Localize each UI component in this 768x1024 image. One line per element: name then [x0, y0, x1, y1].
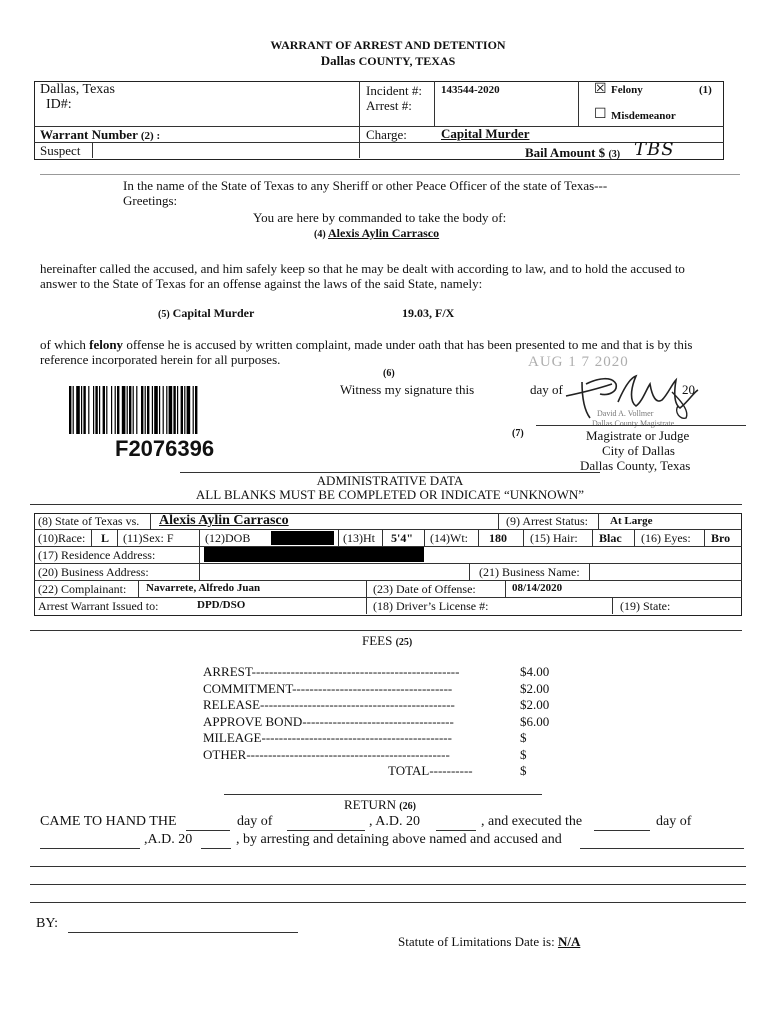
fee-total-label: TOTAL----------: [388, 763, 473, 778]
fee-row-amount: $2.00: [520, 697, 550, 712]
business-name-label: (21) Business Name:: [479, 565, 580, 579]
return-ad-label-1: , A.D. 20: [369, 814, 420, 829]
felony-field-number: (1): [699, 84, 712, 96]
complainant-value: Navarrete, Alfredo Juan: [146, 582, 261, 594]
barcode-bar: [166, 386, 167, 434]
return-day-of-label-1: day of: [237, 814, 273, 829]
fee-row-label: OTHER-----------------------------------------------: [203, 746, 450, 762]
warrant-number-label: [40, 127, 160, 143]
barcode-bar: [76, 386, 80, 434]
barcode-bar: [103, 386, 105, 434]
complainant-label: (22) Complainant:: [38, 582, 127, 596]
issued-to-value: DPD/DSO: [197, 599, 246, 611]
para2-bold: felony: [89, 337, 124, 352]
judge-field-number: (7): [512, 428, 524, 439]
arrest-number-label: Arrest #:: [366, 98, 412, 113]
by-label: BY:: [36, 916, 59, 931]
fee-row-label: MILEAGE--------------------------------------------: [203, 730, 452, 745]
felony-checkbox[interactable]: ☒: [594, 82, 607, 97]
hair-label: (15) Hair:: [530, 531, 578, 545]
barcode-bar: [115, 386, 116, 434]
suspect-label: Suspect: [40, 143, 81, 158]
barcode-bar: [177, 386, 178, 434]
barcode-bar: [111, 386, 112, 434]
greeting-line-2: Greetings:: [123, 193, 178, 208]
offense-heading: [158, 306, 254, 321]
height-value: 5'4": [391, 531, 413, 545]
barcode-bar: [129, 386, 131, 434]
fee-row-amount: $6.00: [520, 713, 550, 729]
barcode-bar: [159, 386, 160, 434]
county-heading: [0, 53, 768, 69]
barcode-number: F2076396: [115, 436, 215, 461]
barcode-bar: [152, 386, 153, 434]
id-label: ID#:: [46, 97, 72, 112]
bail-amount-label: [525, 145, 620, 161]
barcode-bar: [133, 386, 134, 434]
arrest-status-value: At Large: [610, 515, 653, 527]
year-20-label: 20: [682, 382, 695, 397]
document-title: WARRANT OF ARREST AND DETENTION: [270, 38, 506, 52]
judge-city: City of Dallas: [602, 443, 675, 458]
paragraph-2-line-1: [40, 337, 693, 353]
return-ad-label-2: ,A.D. 20: [144, 832, 193, 847]
fees-heading: [362, 633, 412, 649]
barcode-bar: [187, 386, 191, 434]
fees-field-number: (25): [395, 637, 413, 648]
barcode-bar: [106, 386, 107, 434]
barcode-bar: [193, 386, 194, 434]
county-name: Dallas: [320, 53, 356, 68]
paragraph-1-line-2: answer to the State of Texas for an offense against the laws of the said State, namely:: [40, 276, 483, 291]
barcode-bar: [122, 386, 126, 434]
height-label: (13)Ht: [343, 531, 375, 545]
magistrate-stamp-name: David A. Vollmer: [597, 409, 654, 418]
incident-label: Incident #:: [366, 83, 422, 98]
greeting-line-1: In the name of the State of Texas to any Sheriff or other Peace Officer of the state of Texas---: [123, 178, 608, 193]
judge-title: Magistrate or Judge: [586, 428, 690, 443]
paragraph-1-line-1: hereinafter called the accused, and him safely keep so that he may be dealt with according to law, and to hold the accused to: [40, 261, 685, 276]
weight-label: (14)Wt:: [430, 531, 468, 545]
race-label: (10)Race:: [38, 531, 86, 545]
fee-row-amount: $: [520, 730, 527, 745]
warrant-number-field-number: (2) :: [140, 130, 161, 142]
fee-row-amount: $: [520, 746, 527, 762]
residence-address-redaction: [204, 547, 424, 562]
barcode-bar: [173, 386, 175, 434]
state-vs-value: Alexis Aylin Carrasco: [159, 513, 289, 528]
misdemeanor-checkbox[interactable]: ☐: [594, 107, 607, 122]
barcode-bar: [95, 386, 97, 434]
offense-date-label: (23) Date of Offense:: [373, 582, 476, 596]
barcode-bar: [83, 386, 85, 434]
fee-row-label: COMMITMENT-------------------------------------: [203, 680, 453, 696]
dob-label: (12)DOB: [205, 531, 251, 545]
felony-label: Felony: [611, 84, 643, 96]
warrant-number-text: Warrant Number: [40, 127, 138, 142]
incident-number: 143544-2020: [441, 84, 500, 96]
return-field-number: (26): [399, 801, 416, 812]
business-address-label: (20) Business Address:: [38, 565, 149, 579]
eyes-value: Bro: [711, 531, 731, 545]
barcode-bar: [99, 386, 100, 434]
charge-value: Capital Murder: [441, 126, 530, 141]
sex-label: (11)Sex: F: [123, 531, 174, 545]
came-to-hand-label: CAME TO HAND THE: [40, 814, 177, 829]
bail-amount-handwritten: TBS: [634, 139, 675, 160]
barcode: [69, 386, 245, 434]
fee-row-label: RELEASE---------------------------------------------: [203, 697, 455, 712]
return-day-of-label-2: day of: [656, 814, 692, 829]
barcode-bar: [127, 386, 128, 434]
fee-row-amount: $4.00: [520, 664, 550, 679]
eyes-label: (16) Eyes:: [641, 531, 691, 545]
admin-data-title: ADMINISTRATIVE DATA: [316, 473, 464, 488]
return-title: RETURN: [344, 797, 396, 812]
accused-field-number: (4): [314, 229, 326, 240]
witness-text: Witness my signature this: [340, 382, 475, 397]
magistrate-stamp-title: Dallas County Magistrate: [592, 419, 675, 428]
judge-county: Dallas County, Texas: [580, 458, 691, 473]
admin-data-subtitle: ALL BLANKS MUST BE COMPLETED OR INDICATE “UNKNOWN”: [195, 487, 585, 502]
barcode-bar: [169, 386, 173, 434]
barcode-bar: [69, 386, 71, 434]
day-of-label: day of: [530, 382, 563, 397]
dob-redaction: [271, 531, 334, 545]
fee-row-label: ARREST------------------------------------------------: [203, 664, 460, 679]
statute-of-limitations: [398, 934, 580, 950]
return-heading: [344, 797, 416, 813]
bail-field-number: (3): [608, 149, 621, 160]
race-value: L: [101, 531, 110, 545]
offense-name: Capital Murder: [172, 306, 255, 320]
license-state-label: (19) State:: [620, 599, 671, 613]
received-date-stamp: AUG 1 7 2020: [528, 354, 629, 370]
charge-label: Charge:: [366, 127, 407, 142]
accused-name: Alexis Aylin Carrasco: [328, 226, 440, 240]
residence-address-label: (17) Residence Address:: [38, 548, 156, 562]
barcode-bar: [88, 386, 89, 434]
para2-pre: of which: [40, 337, 90, 352]
statute-value: N/A: [557, 934, 581, 949]
drivers-license-label: (18) Driver’s License #:: [373, 599, 489, 613]
executed-label: , and executed the: [481, 814, 583, 829]
offense-date-value: 08/14/2020: [512, 582, 563, 594]
issued-to-label: Arrest Warrant Issued to:: [38, 599, 159, 613]
barcode-bar: [181, 386, 183, 434]
bail-amount-text: Bail Amount $: [525, 145, 606, 160]
statute-label: Statute of Limitations Date is:: [398, 934, 555, 949]
barcode-bar: [81, 386, 82, 434]
barcode-bar: [163, 386, 164, 434]
barcode-bar: [141, 386, 143, 434]
city-field: Dallas, Texas: [40, 82, 115, 97]
barcode-bar: [136, 386, 137, 434]
barcode-bar: [117, 386, 119, 434]
barcode-bar: [73, 386, 74, 434]
county-suffix: COUNTY, TEXAS: [358, 54, 456, 68]
misdemeanor-label: Misdemeanor: [611, 110, 676, 122]
command-line: You are here by commanded to take the body of:: [253, 210, 507, 225]
fee-row-label: APPROVE BOND-----------------------------------: [203, 713, 454, 729]
para2-post: offense he is accused by written complaint, made under oath that has been presented to me and that is by this: [123, 337, 693, 352]
arresting-text: , by arresting and detaining above named and accused and: [236, 832, 562, 847]
state-vs-label: (8) State of Texas vs.: [38, 514, 140, 528]
offense-field-number: (5): [158, 309, 170, 320]
barcode-bar: [184, 386, 185, 434]
paragraph-2-line-2: reference incorporated herein for all purposes.: [40, 352, 281, 367]
barcode-bar: [93, 386, 94, 434]
weight-value: 180: [489, 531, 507, 545]
fees-title: FEES: [362, 633, 393, 648]
accused-heading: [314, 226, 439, 241]
offense-code: 19.03, F/X: [402, 306, 455, 320]
barcode-bar: [195, 386, 197, 434]
fee-row-amount: $2.00: [520, 680, 550, 696]
barcode-bar: [145, 386, 146, 434]
barcode-bar: [147, 386, 149, 434]
arrest-status-label: (9) Arrest Status:: [506, 514, 588, 528]
witness-field-number: (6): [383, 368, 395, 379]
fee-total-amount: $: [520, 763, 527, 778]
barcode-bar: [154, 386, 158, 434]
hair-value: Blac: [599, 531, 622, 545]
